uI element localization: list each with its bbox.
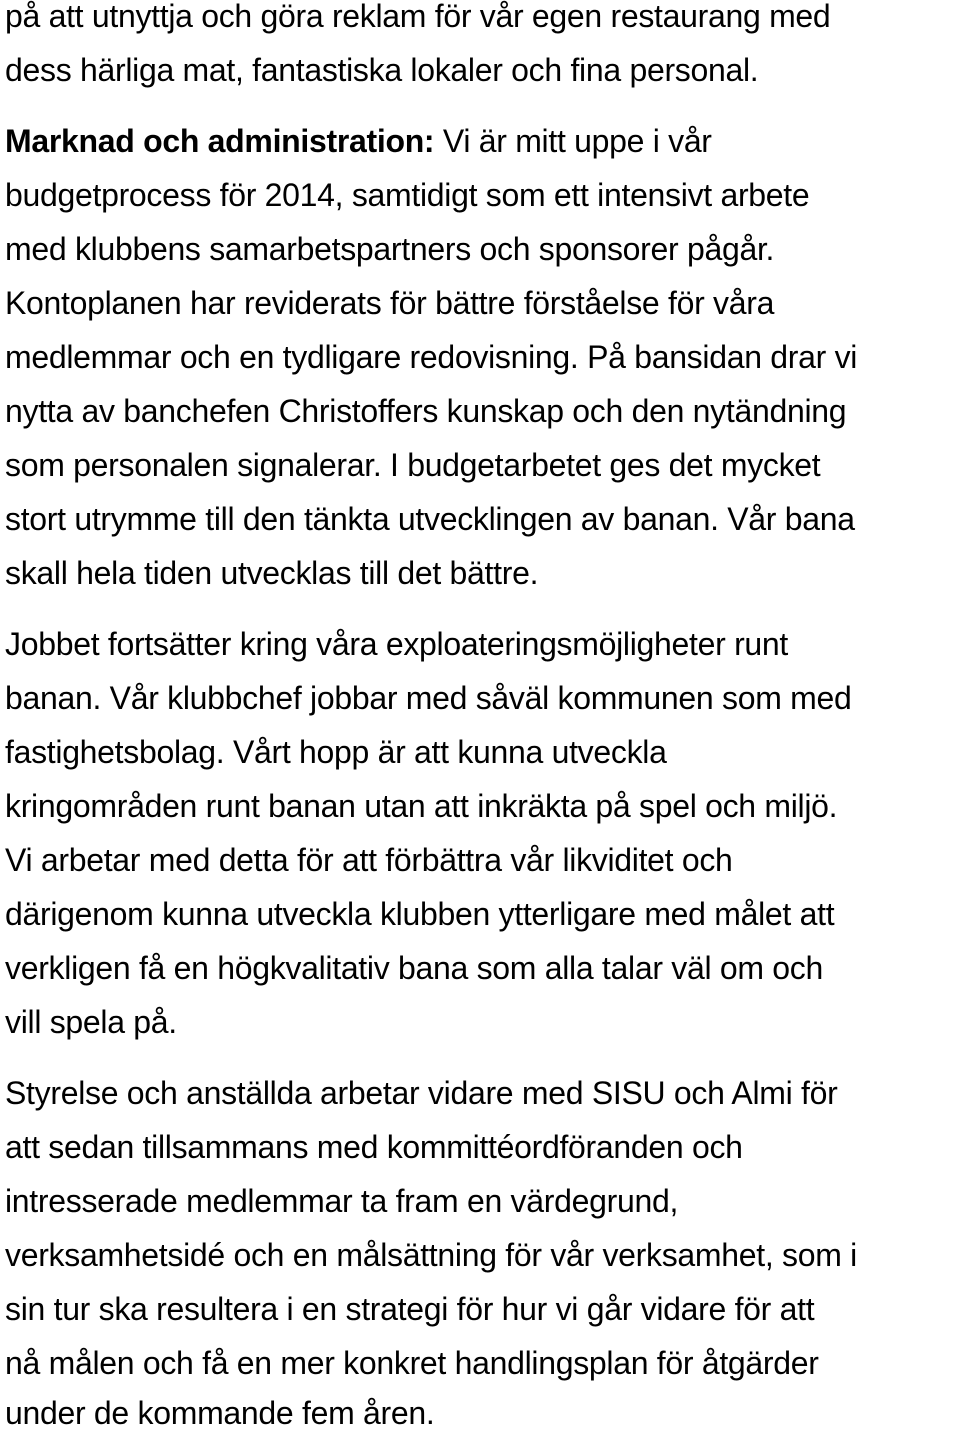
- text-line: intresserade medlemmar ta fram en värdegrund,: [5, 1183, 679, 1219]
- text-line: Jobbet fortsätter kring våra exploateringsmöjligheter runt: [5, 626, 789, 662]
- text-line: verkligen få en högkvalitativ bana som alla talar väl om och: [5, 950, 824, 986]
- text-line: därigenom kunna utveckla klubben ytterligare med målet att: [5, 896, 835, 932]
- text-line: Kontoplanen har reviderats för bättre förståelse för våra: [5, 285, 775, 321]
- text-line: stort utrymme till den tänkta utvecklingen av banan. Vår bana: [5, 501, 855, 537]
- text-line: nå målen och få en mer konkret handlingsplan för åtgärder: [5, 1345, 819, 1381]
- text-line: medlemmar och en tydligare redovisning. På bansidan drar vi: [5, 339, 858, 375]
- text-line: under de kommande fem åren.: [5, 1395, 435, 1431]
- section-heading: Marknad och administration:: [5, 123, 435, 159]
- text-line: Vi arbetar med detta för att förbättra vår likviditet och: [5, 842, 733, 878]
- text-line: sin tur ska resultera i en strategi för hur vi går vidare för att: [5, 1291, 815, 1327]
- text-line: Marknad och administration: Vi är mitt uppe i vår: [5, 123, 712, 159]
- text-line: nytta av banchefen Christoffers kunskap och den nytändning: [5, 393, 847, 429]
- text-line: banan. Vår klubbchef jobbar med såväl kommunen som med: [5, 680, 852, 716]
- text-line: på att utnyttja och göra reklam för vår egen restaurang med: [5, 0, 831, 34]
- text-line: skall hela tiden utvecklas till det bättre.: [5, 555, 539, 591]
- text-line: budgetprocess för 2014, samtidigt som ett intensivt arbete: [5, 177, 810, 213]
- text-line: fastighetsbolag. Vårt hopp är att kunna utveckla: [5, 734, 667, 770]
- text-line: som personalen signalerar. I budgetarbetet ges det mycket: [5, 447, 821, 483]
- text-line: att sedan tillsammans med kommittéordföranden och: [5, 1129, 743, 1165]
- text-line: dess härliga mat, fantastiska lokaler och fina personal.: [5, 52, 759, 88]
- text-line: kringområden runt banan utan att inkräkta på spel och miljö.: [5, 788, 838, 824]
- text-line: med klubbens samarbetspartners och sponsorer pågår.: [5, 231, 775, 267]
- text-line: vill spela på.: [5, 1004, 177, 1040]
- text-line: verksamhetsidé och en målsättning för vår verksamhet, som i: [5, 1237, 857, 1273]
- text-line: Styrelse och anställda arbetar vidare med SISU och Almi för: [5, 1075, 838, 1111]
